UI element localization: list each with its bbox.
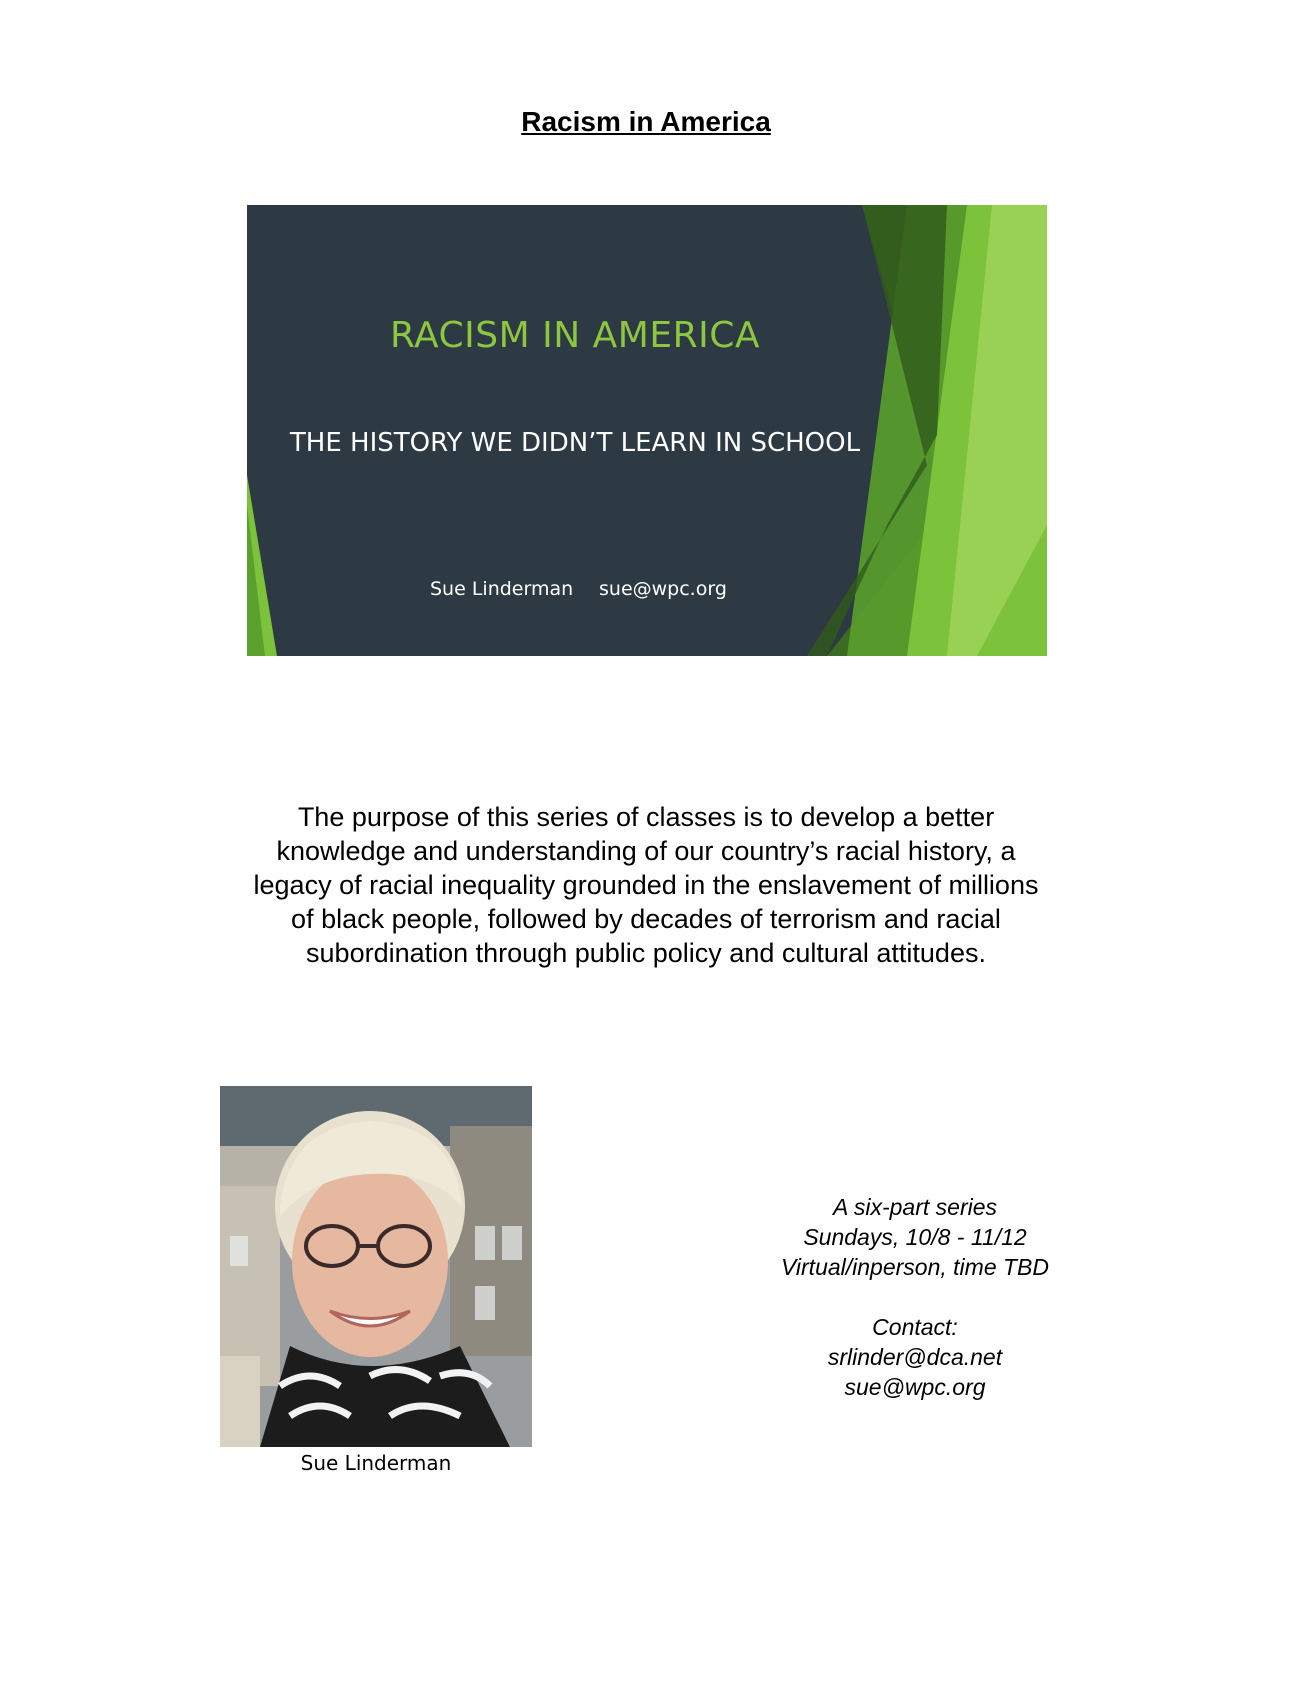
photo-caption: Sue Linderman [300, 1451, 452, 1475]
slide-subtitle: THE HISTORY WE DIDN’T LEARN IN SCHOOL [289, 428, 861, 458]
spacer [740, 1282, 1090, 1312]
contact-email-secondary[interactable]: sue@wpc.org [844, 1374, 986, 1400]
contact-label: Contact: [872, 1314, 958, 1340]
series-details [740, 1192, 1090, 1402]
page-title: Racism in America [521, 106, 771, 137]
series-description: The purpose of this series of classes is to develop a better knowledge and understanding of our country’s racial history, a legacy of racial inequality grounded in the enslavement of millions of black people, followed by decades of terrorism and racial subordination through public policy and cultural attitudes. [253, 802, 1039, 968]
portrait-illustration [220, 1086, 532, 1447]
presenter-photo [220, 1086, 532, 1447]
title-slide-image [247, 205, 1047, 656]
slide-presenter-email: sue@wpc.org [599, 578, 727, 600]
series-dates: Sundays, 10/8 - 11/12 [803, 1224, 1027, 1250]
slide-presenter-name: Sue Linderman [430, 578, 574, 600]
slide-title: RACISM IN AMERICA [390, 315, 760, 356]
contact-email-primary[interactable]: srlinder@dca.net [827, 1344, 1003, 1370]
series-format: Virtual/inperson, time TBD [780, 1254, 1049, 1280]
series-length: A six-part series [832, 1194, 998, 1220]
